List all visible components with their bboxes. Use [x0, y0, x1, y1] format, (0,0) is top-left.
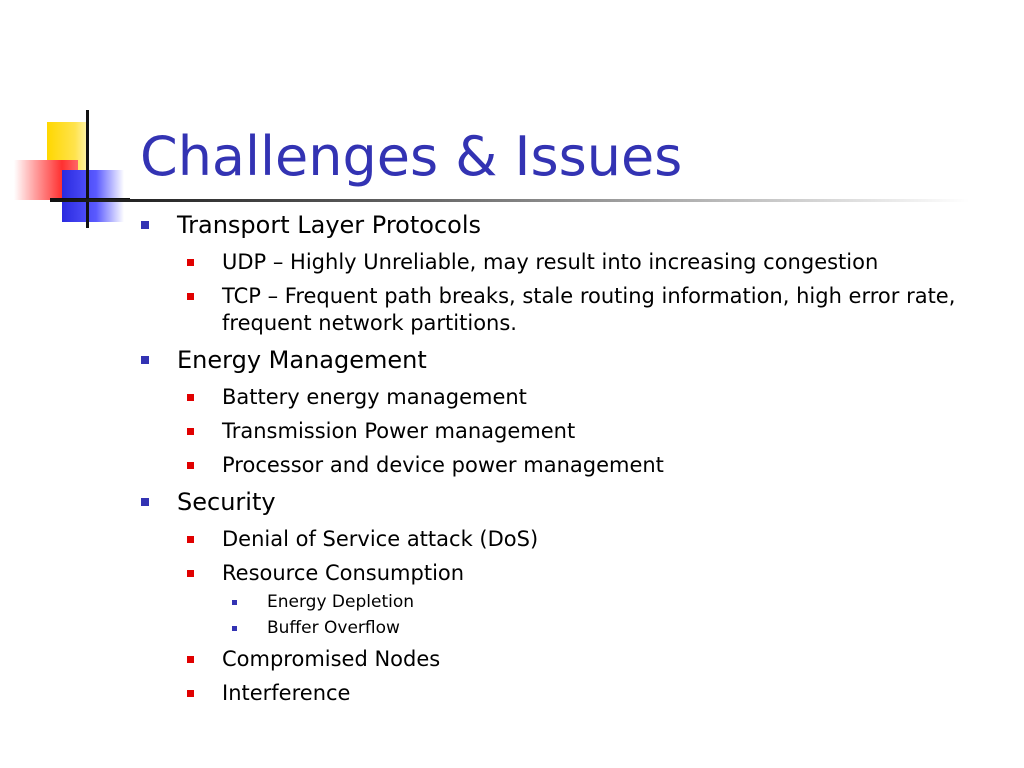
- ornament-vertical-line: [86, 110, 89, 228]
- sub-sub-list: [222, 592, 980, 639]
- square-bullet-icon: [187, 536, 194, 543]
- slide-title: Challenges & Issues: [140, 125, 683, 188]
- title-underline: [50, 199, 970, 202]
- list-item: [177, 384, 980, 411]
- section-transport-layer-protocols: [140, 208, 980, 337]
- list-item: [177, 680, 980, 707]
- list-item: [177, 283, 980, 337]
- section-label: Energy Management: [177, 346, 427, 374]
- square-bullet-icon: [187, 293, 194, 300]
- list-item: [222, 618, 980, 639]
- item-label: Battery energy management: [222, 385, 527, 409]
- list-item: [177, 418, 980, 445]
- section-label: Transport Layer Protocols: [177, 211, 482, 239]
- corner-ornament: [0, 100, 140, 240]
- square-bullet-icon: [141, 221, 149, 229]
- item-label: Denial of Service attack (DoS): [222, 527, 539, 551]
- square-bullet-icon: [187, 428, 194, 435]
- square-bullet-icon: [232, 626, 237, 631]
- sub-list: [177, 384, 980, 479]
- sub-list: [177, 249, 980, 337]
- item-label: TCP – Frequent path breaks, stale routing information, high error rate, frequent network partitions.: [222, 284, 956, 335]
- square-bullet-icon: [187, 570, 194, 577]
- list-item: [177, 526, 980, 553]
- item-label: Buffer Overflow: [267, 618, 400, 638]
- square-bullet-icon: [187, 394, 194, 401]
- list-item: [222, 592, 980, 613]
- section-energy-management: [140, 343, 980, 479]
- item-label: Compromised Nodes: [222, 647, 441, 671]
- section-label: Security: [177, 488, 276, 516]
- item-label: Energy Depletion: [267, 592, 415, 612]
- square-bullet-icon: [187, 462, 194, 469]
- square-bullet-icon: [141, 498, 149, 506]
- sub-list: [177, 526, 980, 707]
- square-bullet-icon: [187, 656, 194, 663]
- item-label: UDP – Highly Unreliable, may result into increasing congestion: [222, 250, 879, 274]
- item-label: Resource Consumption: [222, 561, 465, 585]
- section-security: [140, 485, 980, 707]
- list-item: [177, 560, 980, 639]
- bullet-list: [140, 208, 980, 707]
- square-bullet-icon: [187, 259, 194, 266]
- item-label: Processor and device power management: [222, 453, 664, 477]
- list-item: [177, 249, 980, 276]
- ornament-blue-square: [62, 170, 124, 222]
- list-item: [177, 646, 980, 673]
- square-bullet-icon: [141, 356, 149, 364]
- item-label: Interference: [222, 681, 351, 705]
- square-bullet-icon: [187, 690, 194, 697]
- square-bullet-icon: [232, 600, 237, 605]
- list-item: [177, 452, 980, 479]
- item-label: Transmission Power management: [222, 419, 576, 443]
